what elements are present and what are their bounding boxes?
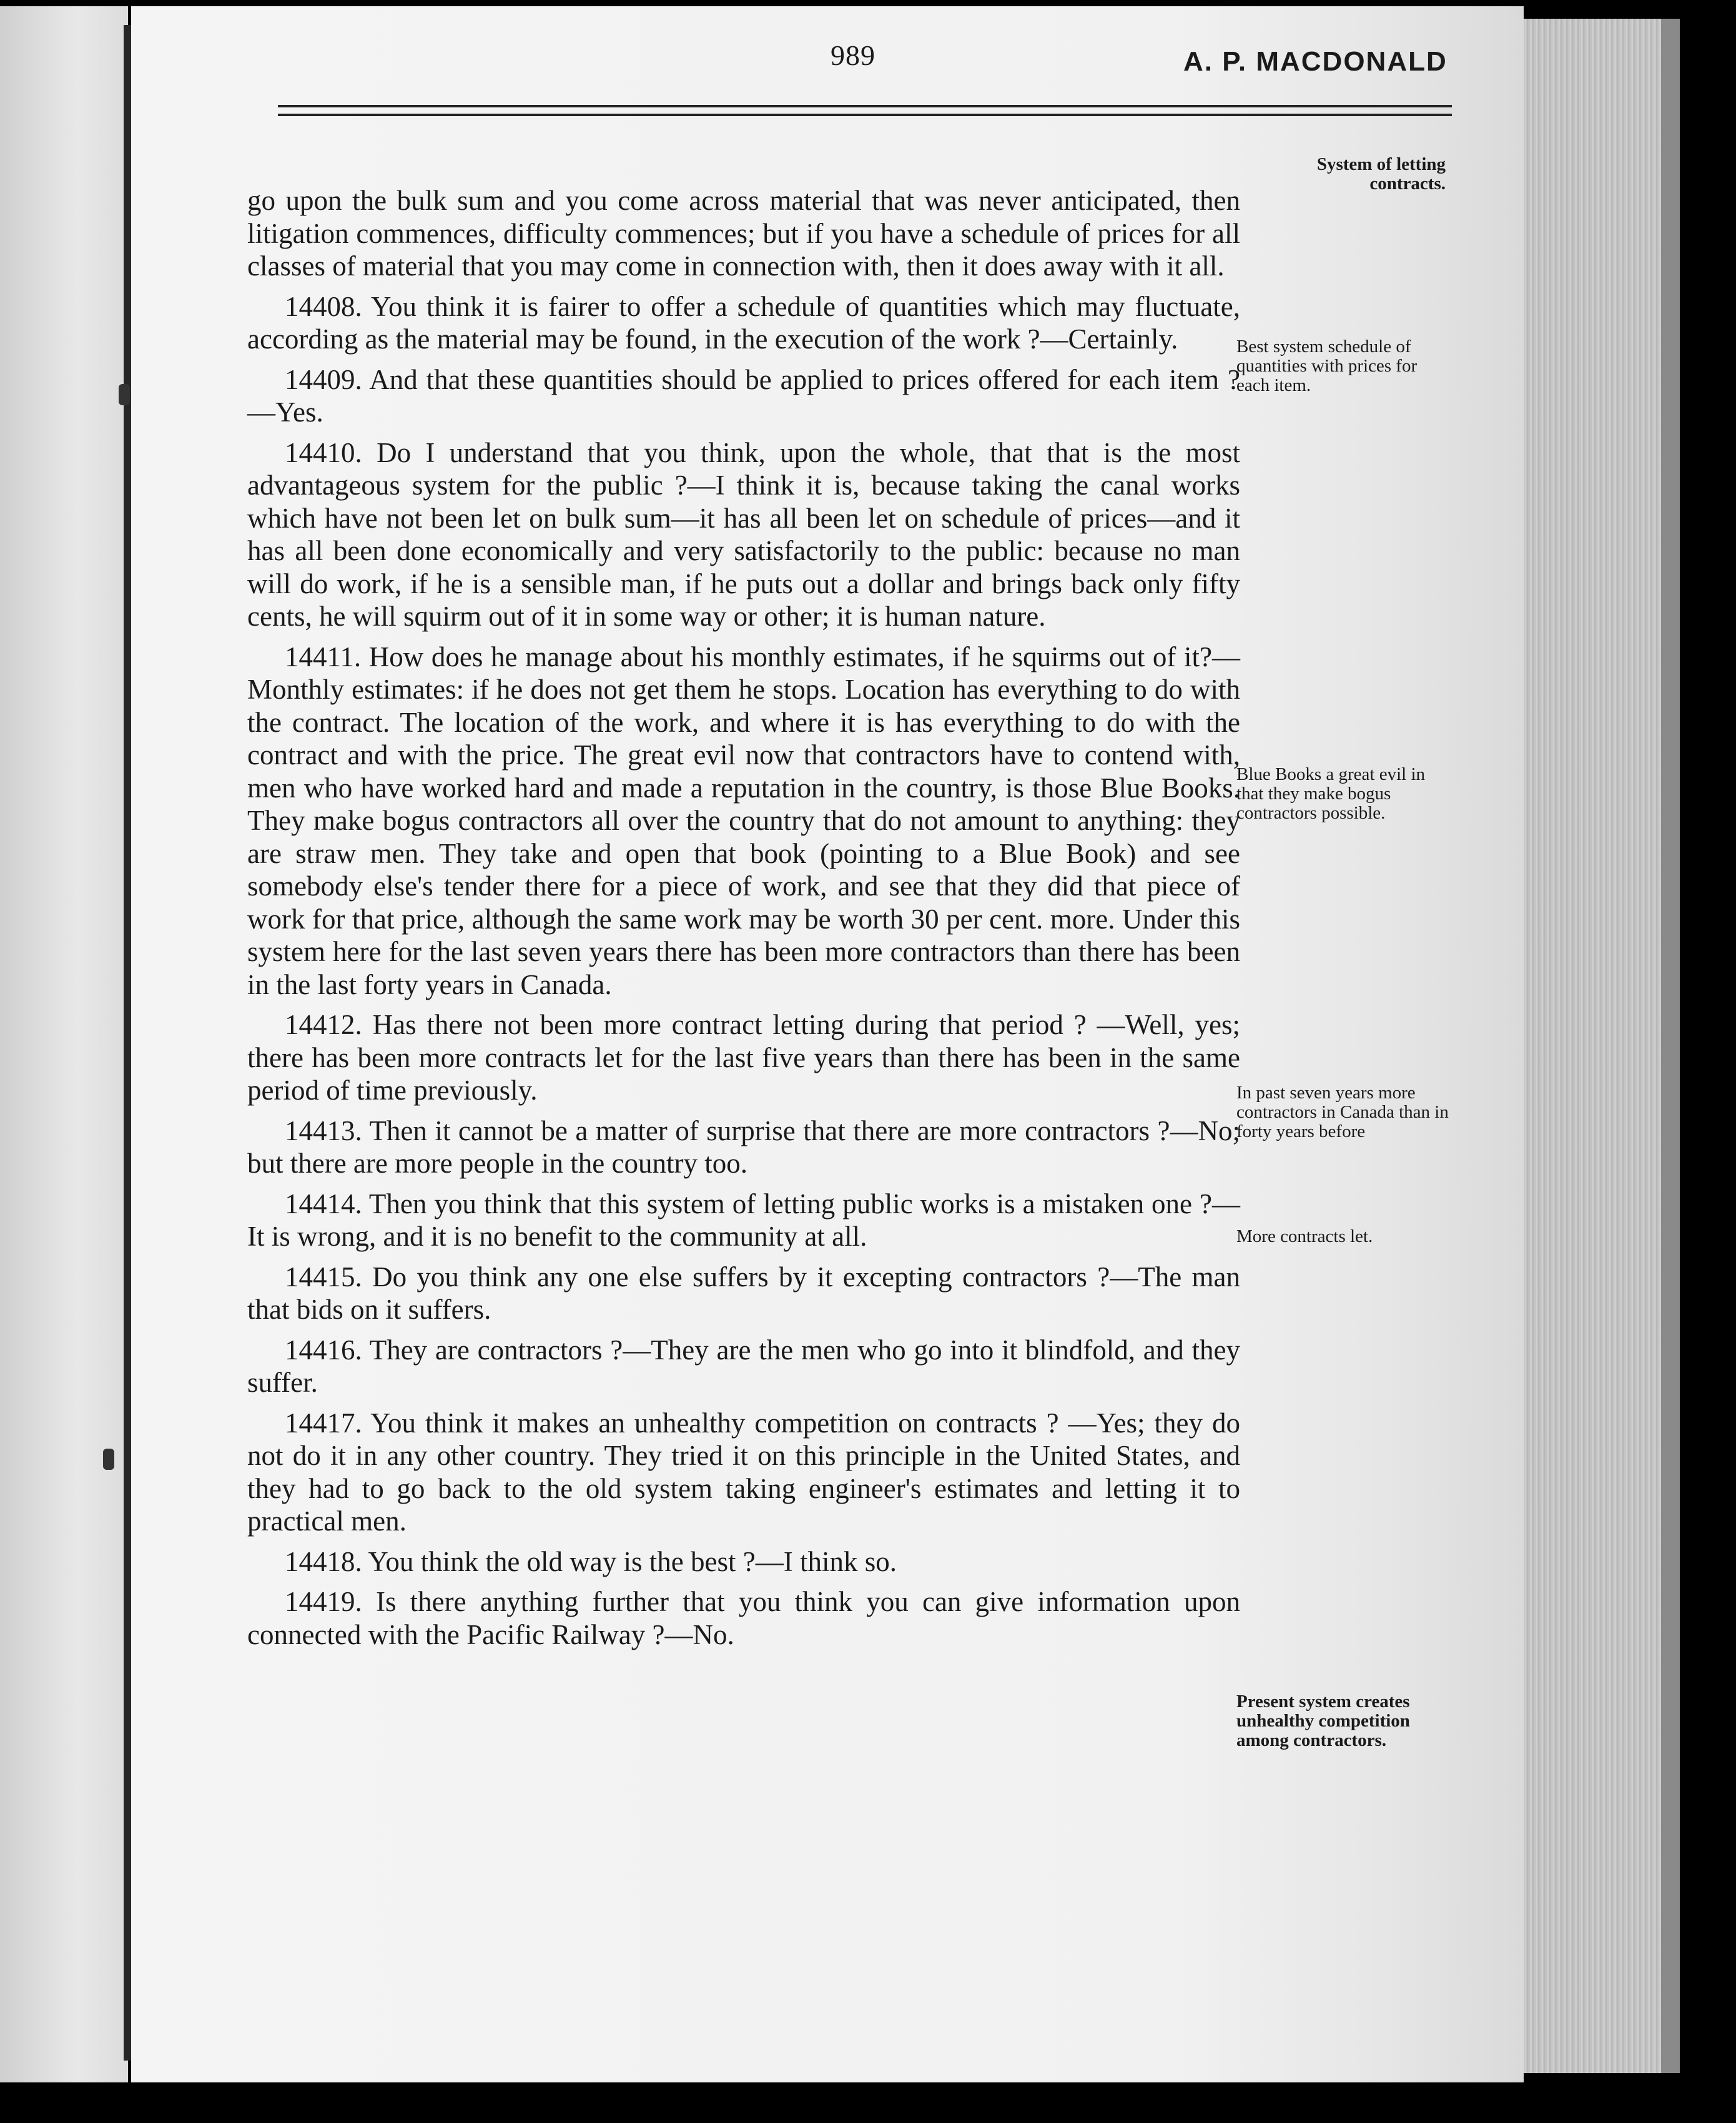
body-text	[247, 184, 1240, 1651]
paragraph: 14414. Then you think that this system of letting public works is a mistaken one ?—It is wrong, and it is no benefit to the community at all.	[247, 1188, 1240, 1252]
margin-note: Present system creates unhealthy competition among contractors.	[1236, 1692, 1410, 1750]
paragraph: 14418. You think the old way is the best ?—I think so.	[285, 1545, 897, 1577]
paragraph: 14416. They are contractors ?—They are the men who go into it blindfold, and they suffer.	[247, 1334, 1240, 1398]
margin-note: System of letting contracts.	[1316, 154, 1446, 194]
paragraph: 14415. Do you think any one else suffers by it excepting contractors ?—The man that bids on it suffers.	[247, 1261, 1240, 1325]
paragraph: 14417. You think it makes an unhealthy competition on contracts ? —Yes; they do not do it in any other country. They tried it on this principle in the United States, and they had to go back to the old system taking engineer's estimates and letting it to practical men.	[247, 1407, 1240, 1537]
margin-note: More contracts let.	[1236, 1226, 1373, 1246]
page-number: 989	[831, 39, 875, 71]
header-rule	[278, 105, 1452, 107]
binding-mark	[119, 384, 130, 405]
paragraph: 14409. And that these quantities should be applied to prices offered for each item ?—Yes.	[247, 363, 1240, 428]
margin-note: In past seven years more contractors in Canada than in forty years before	[1236, 1083, 1449, 1141]
book-edge	[1524, 19, 1680, 2073]
binding-gutter	[124, 25, 131, 2061]
book-edge-shadow	[1661, 19, 1680, 2073]
header-rule	[278, 114, 1452, 116]
margin-note: Blue Books a great evil in that they make bogus contractors possible.	[1236, 764, 1426, 823]
paragraph: 14412. Has there not been more contract letting during that period ? —Well, yes; there has been more contracts let for the last five years than there has been in the same period of time previously.	[247, 1009, 1240, 1106]
facing-page-edge	[0, 6, 128, 2082]
paragraph: 14419. Is there anything further that you think you can give information upon connected with the Pacific Railway ?—No.	[247, 1586, 1240, 1650]
binding-mark	[103, 1449, 114, 1470]
paragraph: 14410. Do I understand that you think, upon the whole, that that is the most advantageous system for the public ?—I think it is, because taking the canal works which have not been let on bulk sum—it has all been let on schedule of prices—and it has all been done economically and very satisfactorily to the public: because no man will do work, if he is a sensible man, if he puts out a dollar and brings back only fifty cents, he will squirm out of it in some way or other; it is human nature.	[247, 436, 1240, 632]
paragraph: 14411. How does he manage about his monthly estimates, if he squirms out of it?—Monthly estimates: if he does not get them he stops. Location has everything to do with the contract. The location of the work, and where it is has everything to do with the contract and with the price. The great evil now that contractors have to contend with, men who have worked hard and made a reputation in the country, is those Blue Books. They make bogus contractors all over the country that do not amount to anything: they are straw men. They take and open that book (pointing to a Blue Book) and see somebody else's tender there for a piece of work, and see that they did that piece of work for that price, although the same work may be worth 30 per cent. more. Under this system here for the last seven years there has been more contractors than there has been in the last forty years in Canada.	[247, 641, 1240, 1000]
margin-note: Best system schedule of quantities with prices for each item.	[1236, 337, 1418, 395]
running-title: A. P. MACDONALD	[1183, 46, 1447, 77]
paragraph: 14413. Then it cannot be a matter of surprise that there are more contractors ?—No; but there are more people in the country too.	[247, 1115, 1240, 1179]
paragraph: go upon the bulk sum and you come across material that was never anticipated, then litigation commences, difficulty commences; but if you have a schedule of prices for all classes of material that you may come in connection with, then it does away with it all.	[247, 185, 1240, 282]
paragraph: 14408. You think it is fairer to offer a schedule of quantities which may fluctuate, according as the material may be found, in the execution of the work ?—Certainly.	[247, 290, 1240, 355]
